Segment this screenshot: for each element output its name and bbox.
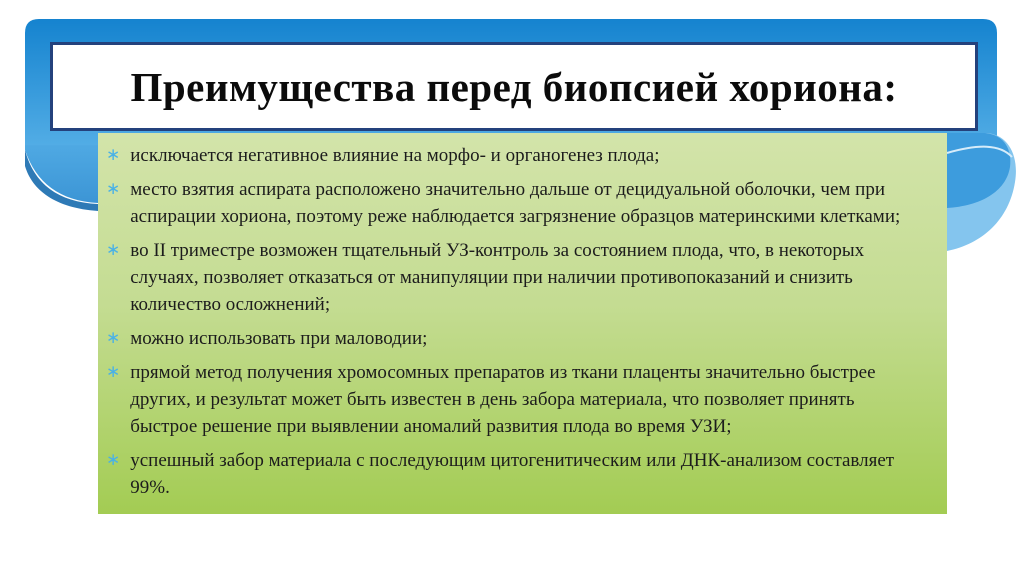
list-item bbox=[106, 325, 918, 352]
asterisk-bullet-icon: ∗ bbox=[106, 240, 121, 260]
list-item bbox=[106, 237, 918, 318]
slide-title-box bbox=[50, 42, 978, 131]
list-item bbox=[106, 142, 918, 169]
list-item-text: можно использовать при маловодии; bbox=[130, 328, 428, 349]
list-item-text: исключается негативное влияние на морфо- и органогенез плода; bbox=[130, 145, 660, 166]
list-item-text: прямой метод получения хромосомных препаратов из ткани плаценты значительно быстрее других, и результат может быть известен в день забора материала, что позволяет принять быстрое решение при выявлении аномалий развития плода во время УЗИ; bbox=[130, 362, 876, 437]
asterisk-bullet-icon: ∗ bbox=[106, 362, 121, 382]
list-item-text: успешный забор материала с последующим цитогенитическим или ДНК-анализом составляет 99%. bbox=[130, 450, 895, 498]
asterisk-bullet-icon: ∗ bbox=[106, 450, 121, 470]
list-item bbox=[106, 176, 918, 230]
list-item-text: место взятия аспирата расположено значительно дальше от децидуальной оболочки, чем при аспирации хориона, поэтому реже наблюдается загрязнение образцов материнскими клетками; bbox=[130, 179, 901, 227]
slide-title: Преимущества перед биопсией хориона: bbox=[130, 63, 898, 110]
asterisk-bullet-icon: ∗ bbox=[106, 328, 121, 348]
slide-content-panel bbox=[98, 133, 947, 514]
list-item-text: во II триместре возможен тщательный УЗ-контроль за состоянием плода, что, в некоторых случаях, позволяет отказаться от манипуляции при наличии противопоказаний и снизить количество осложнений; bbox=[130, 240, 865, 315]
asterisk-bullet-icon: ∗ bbox=[106, 179, 121, 199]
list-item bbox=[106, 447, 918, 501]
list-item bbox=[106, 359, 918, 440]
left-swoosh-shape bbox=[25, 145, 98, 203]
advantages-list bbox=[106, 142, 918, 501]
asterisk-bullet-icon: ∗ bbox=[106, 145, 121, 165]
